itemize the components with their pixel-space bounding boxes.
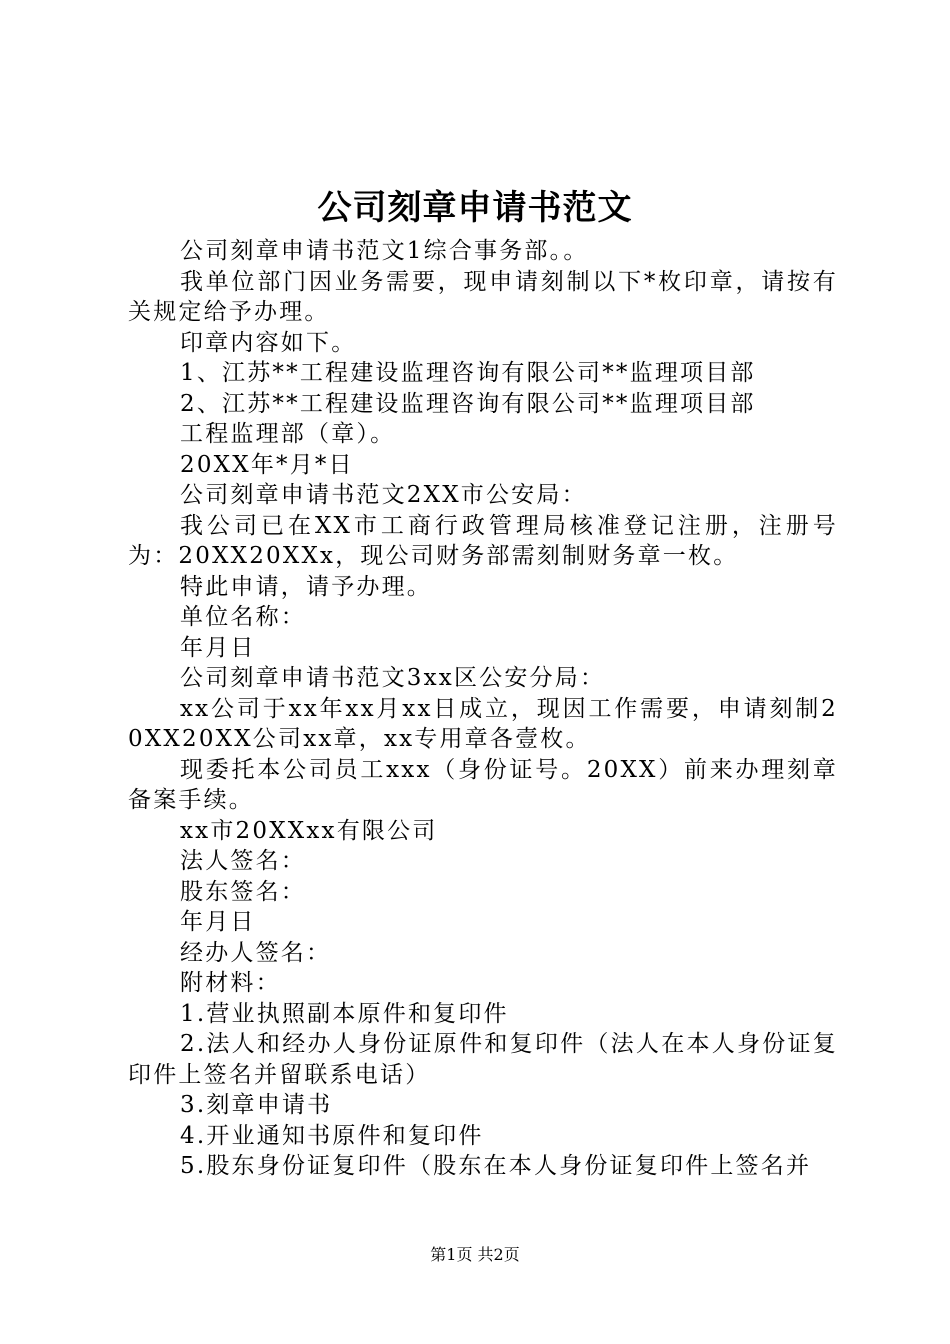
paragraph: 2、江苏**工程建设监理咨询有限公司**监理项目部 xyxy=(180,390,756,417)
paragraph: 1.营业执照副本原件和复印件 xyxy=(180,1000,509,1027)
page-footer: 第1页 共2页 xyxy=(430,1245,520,1264)
paragraph: 单位名称： xyxy=(180,604,306,630)
paragraph: 印章内容如下。 xyxy=(180,329,357,356)
paragraph: 特此申请，请予办理。 xyxy=(180,573,432,600)
paragraph: 年月日 xyxy=(180,634,256,661)
paragraph: 法人签名： xyxy=(180,848,306,874)
paragraph: xx市20XXxx有限公司 xyxy=(180,817,438,844)
paragraph: 1、江苏**工程建设监理咨询有限公司**监理项目部 xyxy=(180,360,756,386)
paragraph: 工程监理部（章）。 xyxy=(180,421,396,447)
paragraph: 公司刻章申请书范文2XX市公安局： xyxy=(180,482,587,508)
paragraph: 现委托本公司员工xxx（身份证号。20XX）前来办理刻章备案手续。 xyxy=(128,756,838,813)
paragraph: 股东签名： xyxy=(180,878,306,905)
paragraph: 公司刻章申请书范文1综合事务部。。 xyxy=(180,238,589,264)
paragraph: 我公司已在XX市工商行政管理局核准登记注册，注册号为：20XX20XXx，现公司财务部需刻制财务章一枚。 xyxy=(128,512,838,569)
paragraph: 附材料： xyxy=(180,970,281,996)
paragraph: 5.股东身份证复印件（股东在本人身份证复印件上签名并 xyxy=(180,1153,812,1179)
paragraph: 年月日 xyxy=(180,909,256,935)
paragraph: 我单位部门因业务需要，现申请刻制以下*枚印章，请按有关规定给予办理。 xyxy=(128,268,838,325)
paragraph: 2.法人和经办人身份证原件和复印件（法人在本人身份证复印件上签名并留联系电话） xyxy=(128,1031,838,1088)
paragraph: xx公司于xx年xx月xx日成立，现因工作需要，申请刻制20XX20XX公司xx章，xx专用章各壹枚。 xyxy=(128,695,838,752)
paragraph: 经办人签名： xyxy=(180,939,332,966)
paragraph: 公司刻章申请书范文3xx区公安分局： xyxy=(180,665,606,691)
paragraph: 4.开业通知书原件和复印件 xyxy=(180,1122,484,1149)
paragraph: 20XX年*月*日 xyxy=(180,451,354,478)
paragraph: 3.刻章申请书 xyxy=(180,1092,333,1118)
document-body xyxy=(128,236,838,1182)
document-title: 公司刻章申请书范文 xyxy=(317,188,633,228)
